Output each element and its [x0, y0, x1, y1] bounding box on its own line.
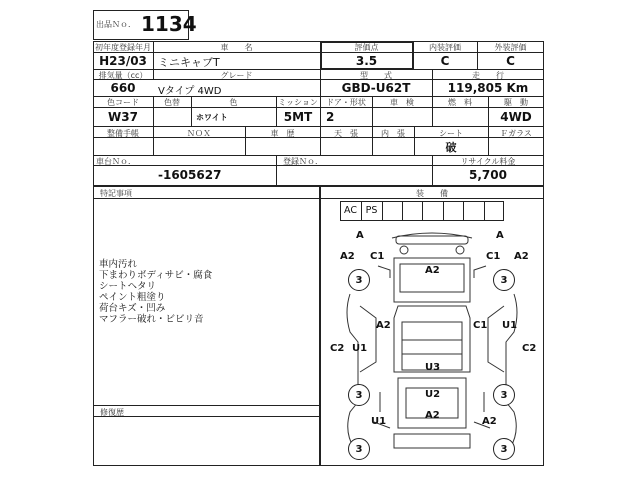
displacement-value: 660 [110, 81, 136, 95]
grid-line [463, 201, 464, 221]
equipment-ac: AC [344, 205, 357, 216]
damage-mark: C1 [370, 251, 385, 262]
damage-mark: U1 [502, 320, 518, 331]
damage-mark: A [496, 230, 504, 241]
reg-label: 初年度登録年月 [95, 43, 151, 52]
model-value: GBD-U62T [341, 81, 411, 95]
interior-value: C [440, 54, 450, 68]
color-code-value: W37 [108, 110, 138, 124]
note-item: マフラー破れ・ビビリ音 [99, 314, 204, 325]
tire-circle: 3 [348, 269, 370, 291]
displacement-label: 排気量（cc） [98, 71, 148, 80]
recycle-value: 5,700 [469, 168, 507, 182]
damage-mark: A2 [340, 251, 355, 262]
grid-line [402, 201, 403, 221]
damage-mark: A2 [482, 416, 497, 427]
inspection-label: 車 検 [390, 98, 414, 107]
tire-circle: 3 [348, 438, 370, 460]
special-notes-label: 特記事項 [100, 189, 132, 198]
damage-mark: A2 [425, 265, 440, 276]
nox-label: ＮＯＸ [187, 129, 211, 138]
repair-history-label: 修復歴 [100, 408, 124, 417]
exterior-value: C [506, 54, 515, 68]
grid-line [443, 201, 444, 221]
tire-circle: 3 [493, 384, 515, 406]
damage-mark: C1 [486, 251, 501, 262]
note-item: 車内汚れ [99, 259, 138, 270]
lot-label: 出品Ｎｏ． [96, 20, 136, 29]
drive-label: 駆 動 [504, 98, 528, 107]
damage-mark: C2 [330, 343, 345, 354]
grade-label: グレード [220, 71, 253, 80]
equipment-label: 装 備 [416, 189, 448, 198]
equipment-ps: PS [365, 205, 378, 216]
score-label: 評価点 [354, 43, 379, 52]
color-label: 色 [229, 98, 238, 107]
seat-value: 破 [445, 141, 457, 154]
score-value: 3.5 [355, 54, 378, 68]
exterior-label: 外装評価 [494, 43, 527, 52]
history-label: 車 歴 [270, 129, 295, 138]
drive-value: 4WD [500, 110, 532, 124]
seat-label: シート [439, 129, 463, 138]
damage-mark: A2 [514, 251, 529, 262]
damage-mark: U1 [371, 416, 387, 427]
grid-line [382, 201, 383, 221]
chassis-value: -1605627 [158, 168, 222, 182]
color-code-label: 色コード [107, 98, 139, 107]
color-value: ホワイト [196, 113, 228, 122]
mileage-label: 走 行 [472, 71, 504, 80]
transmission-label: ミッション [278, 98, 318, 107]
inner-lining-label: 内 張 [381, 129, 405, 138]
note-item: 下まわりボディサビ・腐食 [99, 270, 213, 281]
damage-mark: U2 [425, 389, 441, 400]
model-label: 型 式 [360, 71, 392, 80]
damage-mark: C1 [473, 320, 488, 331]
manual-label: 整備手帳 [107, 129, 139, 138]
special-notes-box [93, 186, 320, 466]
recycle-label: リサイクル料金 [460, 157, 516, 166]
front-glass-label: Ｆガラス [500, 129, 532, 138]
lot-number: 1134 [141, 12, 197, 36]
grid-line [422, 201, 423, 221]
mileage-value: 119,805 Km [447, 81, 529, 95]
grade-value: Vタイプ 4WD [158, 86, 222, 97]
damage-mark: U1 [352, 343, 368, 354]
tire-circle: 3 [348, 384, 370, 406]
grid-line [93, 416, 320, 417]
name-label: 車 名 [220, 43, 253, 52]
fuel-label: 燃 料 [448, 98, 472, 107]
note-item: ペイント粗塗り [99, 292, 166, 303]
damage-mark: A2 [376, 320, 391, 331]
damage-mark: U3 [425, 362, 441, 373]
damage-mark: A2 [425, 410, 440, 421]
chassis-label: 車台Ｎｏ． [96, 157, 136, 166]
note-item: 荷台キズ・凹み [99, 303, 166, 314]
registration-label: 登録Ｎｏ． [283, 157, 323, 166]
interior-label: 内装評価 [429, 43, 461, 52]
doors-value: 2 [326, 110, 335, 124]
name-value: ミニキャブT [158, 56, 220, 69]
tire-circle: 3 [493, 438, 515, 460]
color-change-label: 色替 [164, 98, 180, 107]
note-item: シートヘタリ [99, 281, 157, 292]
roof-lining-label: 天 張 [334, 129, 358, 138]
grid-line [93, 126, 544, 127]
grid-line [484, 201, 485, 221]
grid-line [276, 155, 277, 186]
tire-circle: 3 [493, 269, 515, 291]
damage-mark: C2 [522, 343, 537, 354]
transmission-value: 5MT [283, 110, 313, 124]
doors-label: ドア・形状 [326, 98, 366, 107]
grid-line [93, 405, 320, 406]
reg-value: H23/03 [99, 54, 147, 68]
damage-mark: A [356, 230, 364, 241]
